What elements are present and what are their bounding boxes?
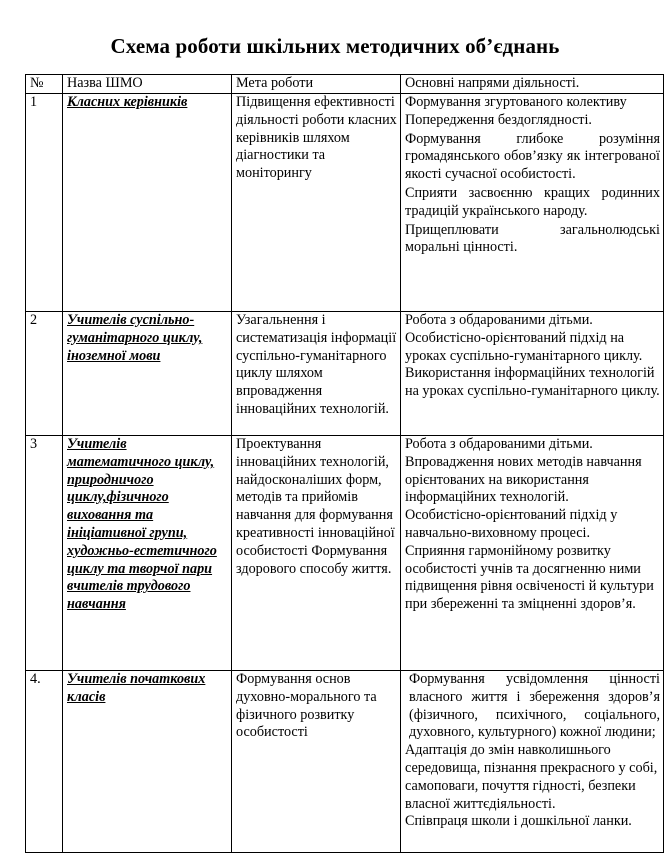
shmo-name: Класних керівників (67, 94, 188, 110)
direction-item: Формування згуртованого колективу Попередження бездоглядності. (405, 94, 627, 128)
direction-item: Особистісно-орієнтований підхід у навчально-виховному процесі. (405, 507, 618, 541)
table-row (26, 312, 664, 436)
direction-item: Формування усвідомлення цінності власного життя і збереження здоров’я (фізичного, психічного, соціального, духовного, культурного) кожної людини; (409, 671, 660, 741)
direction-item: Адаптація до змін навколишнього середовища, пізнання прекрасного у собі, самоповаги, почуття гідності, безпеки власної життєдіяльності. (405, 742, 658, 812)
shmo-name-cell (63, 671, 232, 853)
shmo-name-cell (63, 436, 232, 671)
directions-cell (401, 671, 664, 853)
directions-cell (401, 94, 664, 312)
header-name: Назва ШМО (63, 75, 232, 94)
direction-item: Робота з обдарованими дітьми. (405, 312, 593, 328)
table-row (26, 94, 664, 312)
direction-item: Співпраця школи і дошкільної ланки. (405, 813, 632, 830)
shmo-table (25, 74, 664, 853)
shmo-name: Учителів математичного циклу, природничого циклу,фізичного виховання та ініціативної групи, художньо-естетичного циклу та творчої пари вчителів трудового навчання (67, 436, 217, 613)
directions-cell (401, 436, 664, 671)
direction-item: Впровадження нових методів навчання орієнтованих на використання інформаційних технологій. (405, 453, 642, 506)
directions-cell (401, 312, 664, 436)
row-number: 1 (26, 94, 63, 312)
direction-item: Сприяти засвоєнню кращих родинних традицій українського народу. (405, 184, 660, 219)
table-header-row (26, 75, 664, 94)
direction-item: Прищеплювати загальнолюдські моральні цінності. (405, 221, 660, 256)
direction-item: Використання інформаційних технологій на уроках суспільно-гуманітарного циклу. (405, 365, 660, 400)
goal-cell: Формування основ духовно-морального та фізичного розвитку особистості (232, 671, 401, 853)
table-row (26, 436, 664, 671)
header-directions: Основні напрями діяльності. (401, 75, 664, 94)
goal-cell: Підвищення ефективності діяльності роботи класних керівників шляхом діагностики та моніторингу (232, 94, 401, 312)
page-title: Схема роботи шкільних методичних об’єднань (110, 34, 560, 58)
header-goal: Мета роботи (232, 75, 401, 94)
direction-item: Робота з обдарованими дітьми. (405, 436, 593, 452)
shmo-name: Учителів суспільно-гуманітарного циклу, іноземної мови (67, 312, 203, 364)
row-number: 3 (26, 436, 63, 671)
shmo-name-cell (63, 312, 232, 436)
direction-item: Формування глибоке розуміння громадянського обов’язку як інтегрованої якості сучасної особистості. (405, 130, 660, 183)
row-number: 2 (26, 312, 63, 436)
goal-cell: Узагальнення і систематизація інформації суспільно-гуманітарного циклу шляхом впровадження інноваційних технологій. (232, 312, 401, 436)
row-number: 4. (26, 671, 63, 853)
goal-cell: Проектування інноваційних технологій, найдосконаліших форм, методів та прийомів навчання для формування креативності інноваційної особистості Формування здорового способу життя. (232, 436, 401, 671)
header-number: № (26, 75, 63, 94)
shmo-name-cell (63, 94, 232, 312)
shmo-name: Учителів початкових класів (67, 671, 206, 705)
direction-item: Особистісно-орієнтований підхід на уроках суспільно-гуманітарного циклу. (405, 329, 643, 364)
direction-item: Сприяння гармонійному розвитку особистості учнів та досягненню ними підвищення рівня освіченості й культури при збереженні та зміцненні здоров’я. (405, 542, 654, 613)
table-row (26, 671, 664, 853)
